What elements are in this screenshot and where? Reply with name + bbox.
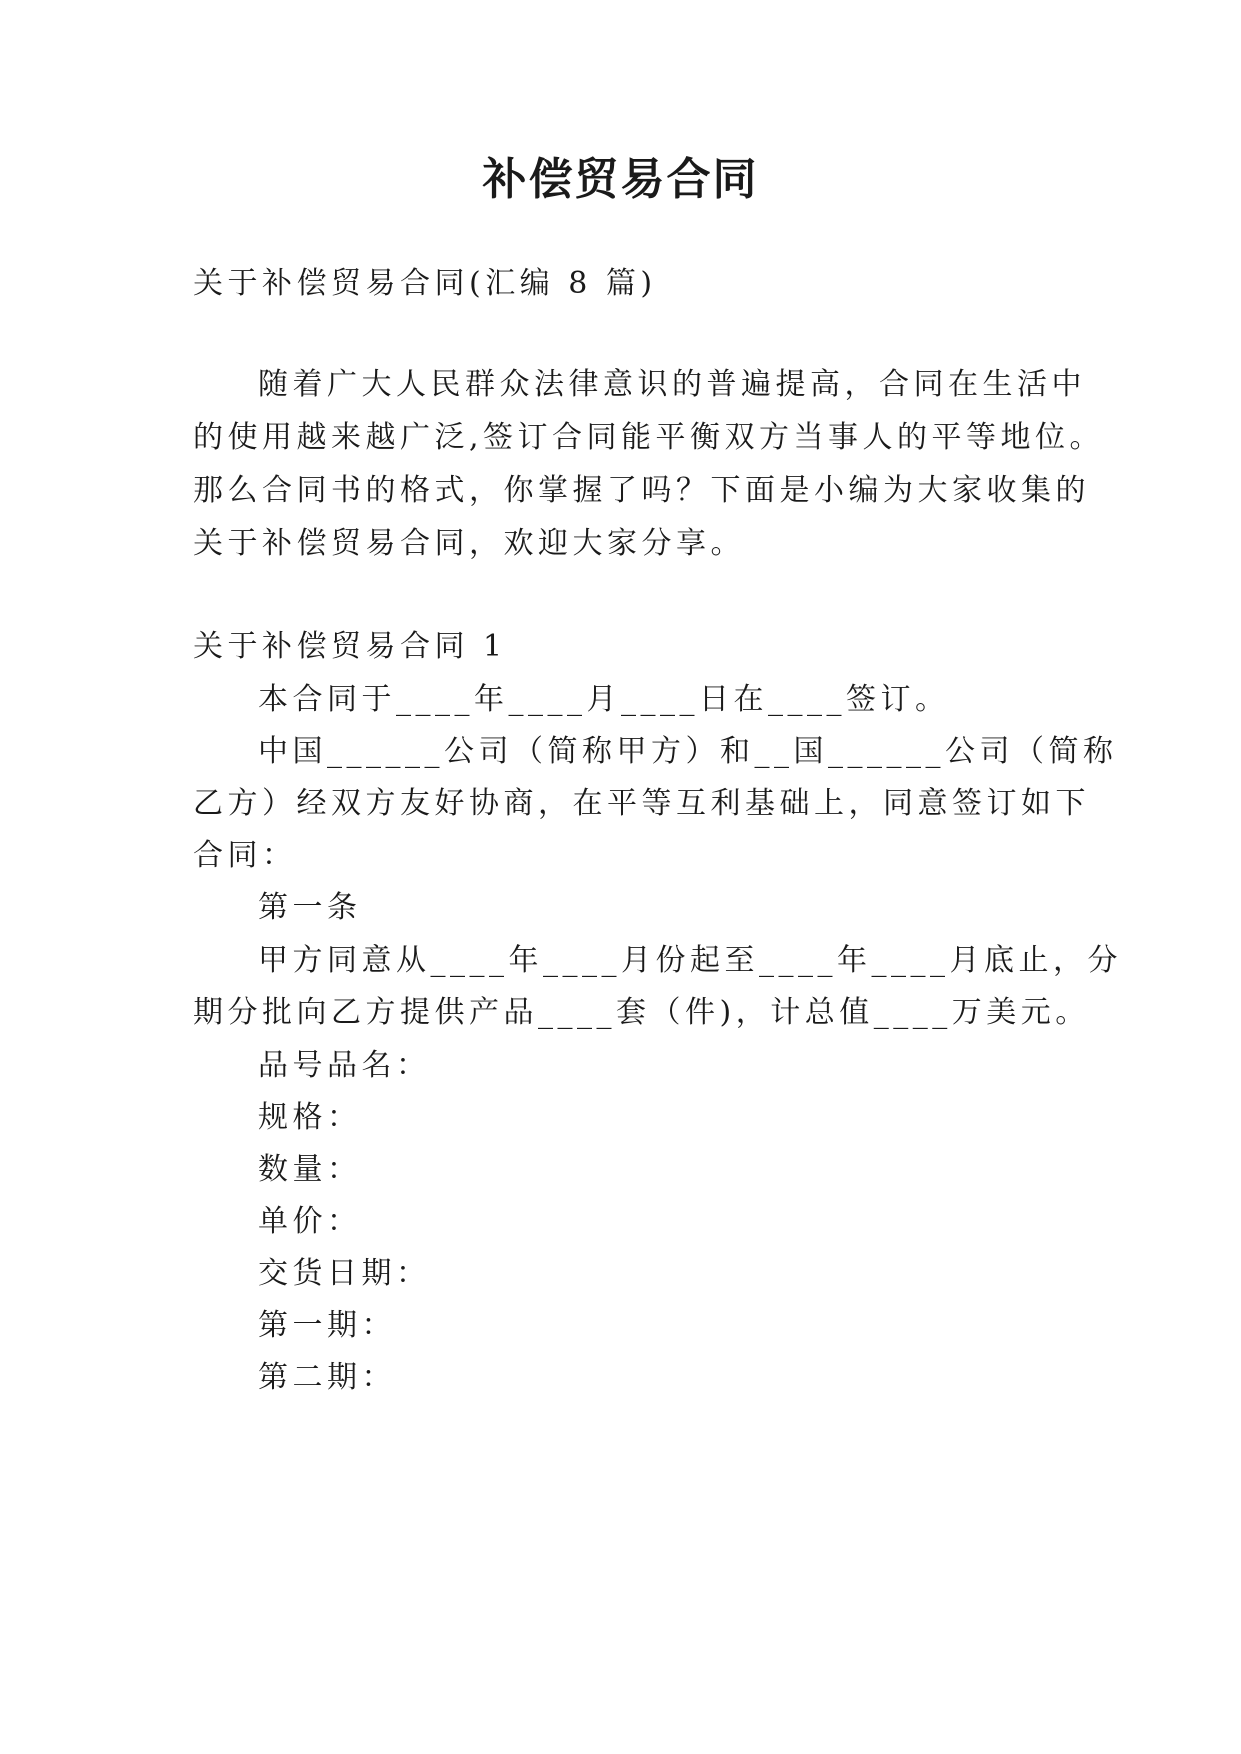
- intro-line-3: 那么合同书的格式，你掌握了吗？下面是小编为大家收集的: [193, 473, 1090, 508]
- body-line-4: 合同：: [193, 838, 297, 873]
- document-subtitle: 关于补偿贸易合同(汇编 8 篇): [193, 266, 657, 301]
- document-title: 补偿贸易合同: [482, 154, 759, 205]
- field-unit-price: 单价：: [258, 1204, 362, 1239]
- body-line-7: 期分批向乙方提供产品____套（件)，计总值____万美元。: [193, 995, 1090, 1030]
- body-line-2: 中国______公司（简称甲方）和__国______公司（简称: [258, 734, 1118, 769]
- article-heading: 第一条: [258, 890, 362, 925]
- section-heading: 关于补偿贸易合同 1: [193, 629, 507, 664]
- field-product-name: 品号品名：: [258, 1048, 431, 1083]
- body-line-6: 甲方同意从____年____月份起至____年____月底止，分: [258, 943, 1122, 978]
- body-line-3: 乙方）经双方友好协商，在平等互利基础上，同意签订如下: [193, 786, 1090, 821]
- body-line-1: 本合同于____年____月____日在____签订。: [258, 682, 950, 717]
- intro-line-1: 随着广大人民群众法律意识的普遍提高，合同在生活中: [258, 367, 1086, 402]
- field-phase-2: 第二期：: [258, 1360, 396, 1395]
- field-phase-1: 第一期：: [258, 1308, 396, 1343]
- field-delivery-date: 交货日期：: [258, 1256, 431, 1291]
- field-spec: 规格：: [258, 1100, 362, 1135]
- field-quantity: 数量：: [258, 1152, 362, 1187]
- intro-line-4: 关于补偿贸易合同，欢迎大家分享。: [193, 526, 745, 561]
- intro-line-2: 的使用越来越广泛,签订合同能平衡双方当事人的平等地位。: [193, 420, 1105, 455]
